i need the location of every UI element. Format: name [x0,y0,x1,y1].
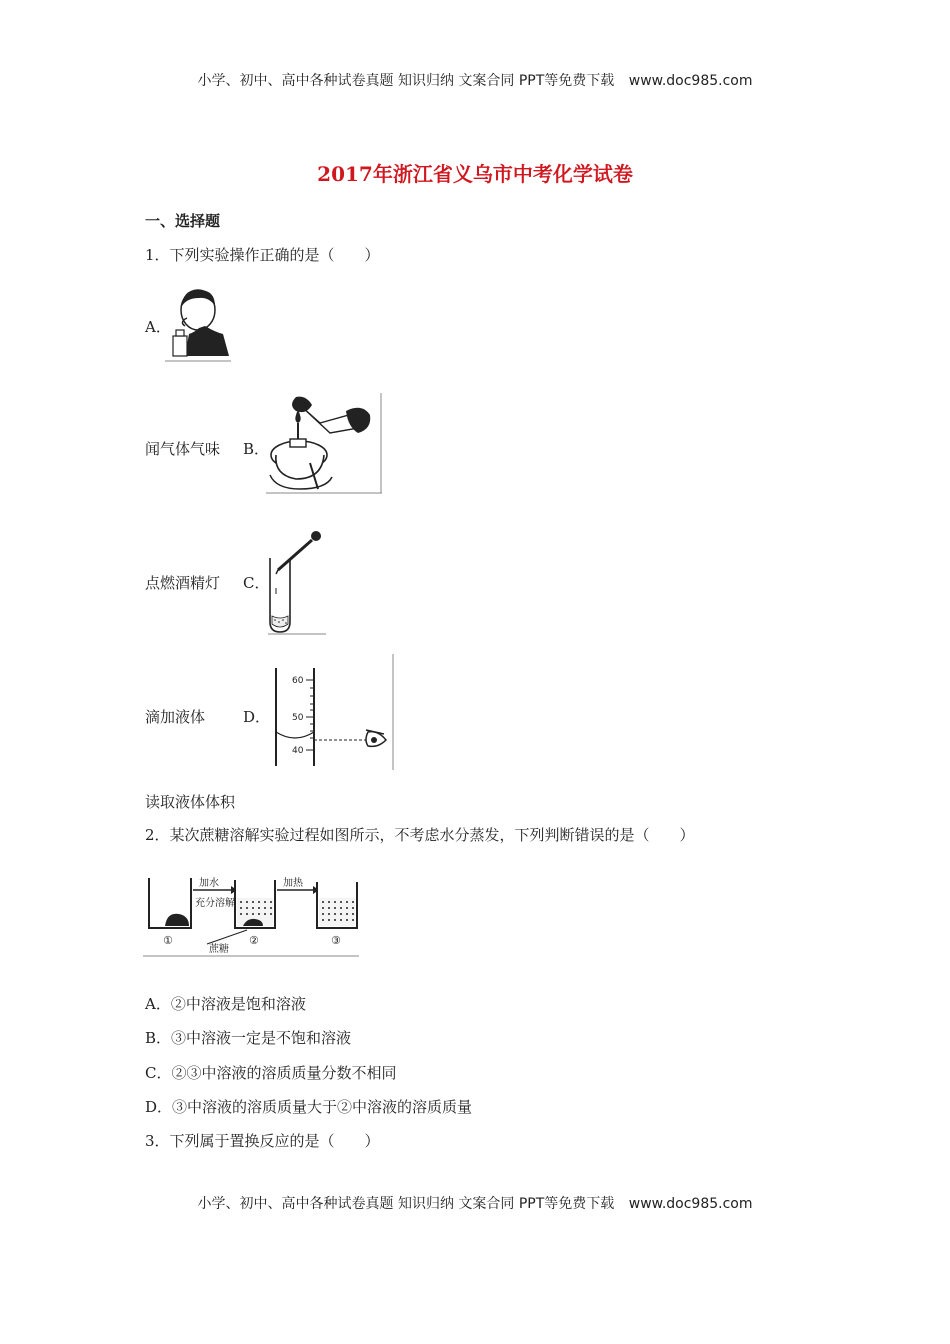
q1-option-b: B． [243,440,270,458]
q1-caption-a: 闻气体气味 [145,440,221,458]
header-url[interactable]: www.doc985.com [628,73,753,89]
q1-caption-d: 读取液体体积 [145,793,236,811]
q1-option-a: A． [145,318,171,336]
smell-gas-figure [165,286,231,362]
dropper-figure [266,528,328,635]
q1-option-c: C． [243,574,270,592]
footer-url[interactable]: www.doc985.com [628,1196,753,1212]
q2-stem: 2．某次蔗糖溶解实验过程如图所示，不考虑水分蒸发，下列判断错误的是（ ） [145,826,695,844]
header-text: 小学、初中、高中各种试卷真题 知识归纳 文案合同 PPT等免费下载 [197,73,615,89]
q1-caption-c: 滴加液体 [145,708,206,726]
q2-option-c: C．②③中溶液的溶质质量分数不相同 [145,1064,397,1082]
cylinder-tick-40: 40 [292,746,304,756]
q1-option-d: D． [243,708,271,726]
section-heading: 一、选择题 [145,212,221,230]
cylinder-tick-50: 50 [292,713,304,723]
label-sugar: 蔗糖 [209,944,229,955]
label-beaker-2: ② [249,934,259,947]
page-title: 2017年浙江省义乌市中考化学试卷 [317,162,633,186]
q3-stem: 3．下列属于置换反应的是（ ） [145,1132,380,1150]
sugar-dissolving-figure [143,868,361,958]
label-heat: 加热 [283,878,303,889]
alcohol-lamp-figure [266,393,383,494]
graduated-cylinder-figure [266,654,396,770]
label-beaker-3: ③ [331,934,341,947]
page-footer [0,1193,950,1213]
footer-text: 小学、初中、高中各种试卷真题 知识归纳 文案合同 PPT等免费下载 [197,1196,615,1212]
page-header [0,70,950,90]
q1-stem: 1．下列实验操作正确的是（ ） [145,246,380,264]
q1-caption-b: 点燃酒精灯 [145,574,221,592]
q2-option-d: D．③中溶液的溶质质量大于②中溶液的溶质质量 [145,1098,473,1116]
cylinder-tick-60: 60 [292,676,304,686]
label-beaker-1: ① [163,934,173,947]
q2-option-b: B．③中溶液一定是不饱和溶液 [145,1029,352,1047]
label-dissolve: 充分溶解 [195,898,235,909]
label-add-water: 加水 [199,878,219,889]
q2-option-a: A．②中溶液是饱和溶液 [145,995,306,1013]
